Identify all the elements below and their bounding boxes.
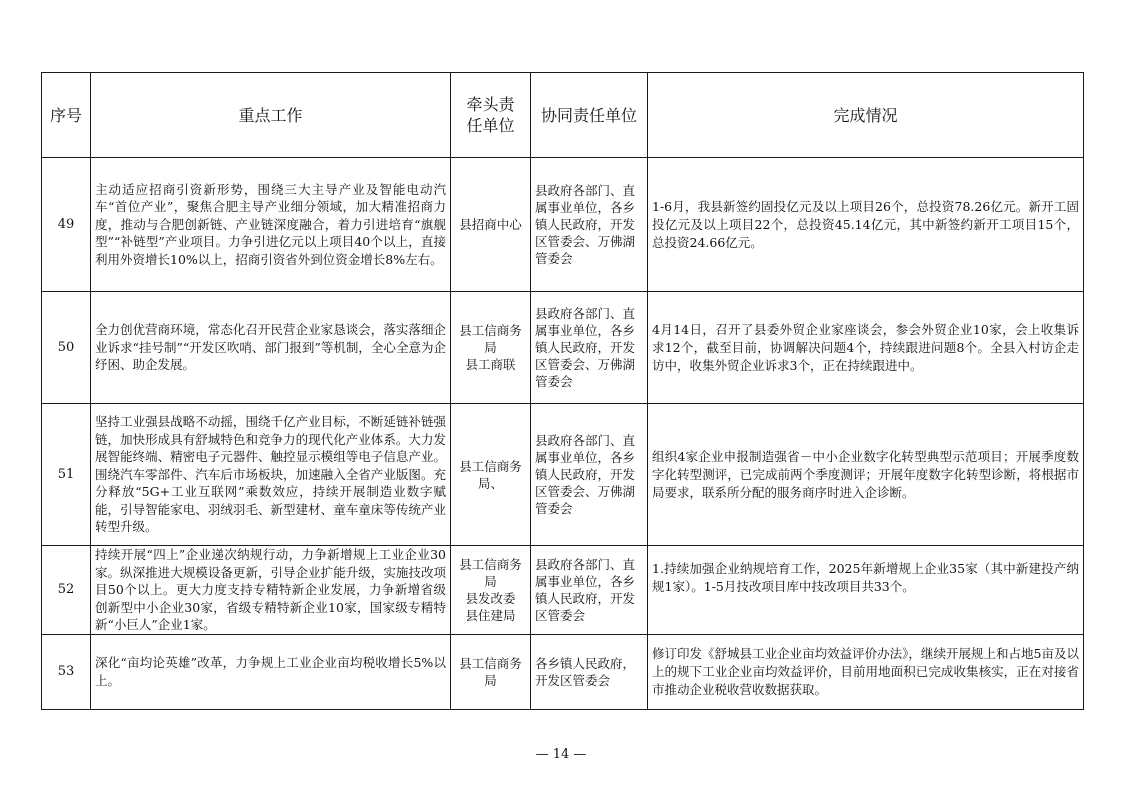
- table-header-row: [42, 73, 1084, 158]
- row-seq: 49: [42, 158, 91, 292]
- row-lead-unit: 县工信商务局 县工商联: [451, 292, 531, 404]
- table-row: [42, 634, 1084, 709]
- table-row: [42, 404, 1084, 546]
- row-completion: 1-6月，我县新签约固投亿元及以上项目26个，总投资78.26亿元。新开工固投亿元及以上项目22个，总投资45.14亿元，其中新签约新开工项目15个，总投资24.66亿元。: [648, 158, 1084, 292]
- row-lead-unit: 县工信商务局、: [451, 404, 531, 546]
- row-key-work: 主动适应招商引资新形势，围绕三大主导产业及智能电动汽车“首位产业”，聚焦合肥主导产业细分领域，加大精准招商力度，推动与合肥创新链、产业链深度融合，着力引进培育“旗舰型”“补链型”产业项目。力争引进亿元以上项目40个以上，直接利用外资增长10%以上，招商引资省外到位资金增长8%左右。: [91, 158, 451, 292]
- row-key-work: 深化“亩均论英雄”改革，力争规上工业企业亩均税收增长5%以上。: [91, 634, 451, 709]
- row-key-work: 全力创优营商环境，常态化召开民营企业家恳谈会，落实落细企业诉求“挂号制”“开发区吹哨、部门报到”等机制，全心全意为企纾困、助企发展。: [91, 292, 451, 404]
- table-row: [42, 158, 1084, 292]
- row-lead-unit: 县工信商务局: [451, 634, 531, 709]
- table-row: [42, 292, 1084, 404]
- header-seq: 序号: [42, 73, 91, 158]
- row-coop-unit: 县政府各部门、直属事业单位，各乡镇人民政府，开发区管委会: [531, 546, 648, 635]
- row-seq: 51: [42, 404, 91, 546]
- header-lead-unit: 牵头责任单位: [451, 73, 531, 158]
- row-seq: 52: [42, 546, 91, 635]
- row-lead-unit: 县招商中心: [451, 158, 531, 292]
- work-progress-table: [41, 72, 1084, 710]
- row-coop-unit: 各乡镇人民政府，开发区管委会: [531, 634, 648, 709]
- table-row: [42, 546, 1084, 635]
- row-coop-unit: 县政府各部门、直属事业单位，各乡镇人民政府，开发区管委会、万佛湖管委会: [531, 158, 648, 292]
- row-coop-unit: 县政府各部门、直属事业单位，各乡镇人民政府，开发区管委会、万佛湖管委会: [531, 292, 648, 404]
- row-coop-unit: 县政府各部门、直属事业单位，各乡镇人民政府，开发区管委会、万佛湖管委会: [531, 404, 648, 546]
- row-seq: 53: [42, 634, 91, 709]
- row-key-work: 坚持工业强县战略不动摇，围绕千亿产业目标，不断延链补链强链，加快形成具有舒城特色和竞争力的现代化产业体系。大力发展智能终端、精密电子元器件、触控显示模组等电子信息产业。围绕汽车零部件、汽车后市场板块，加速融入全省产业版图。充分释放“5G+工业互联网”乘数效应，持续开展制造业数字赋能，引导智能家电、羽绒羽毛、新型建材、童车童床等传统产业转型升级。: [91, 404, 451, 546]
- header-completion: 完成情况: [648, 73, 1084, 158]
- row-lead-unit: 县工信商务局 县发改委 县住建局: [451, 546, 531, 635]
- row-completion: 4月14日，召开了县委外贸企业家座谈会，参会外贸企业10家，会上收集诉求12个，截至目前，协调解决问题4个，持续跟进问题8个。全县入村访企走访中，收集外贸企业诉求3个，正在持续跟进中。: [648, 292, 1084, 404]
- row-seq: 50: [42, 292, 91, 404]
- row-completion: 修订印发《舒城县工业企业亩均效益评价办法》，继续开展规上和占地5亩及以上的规下工业企业亩均效益评价，目前用地面积已完成收集核实，正在对接省市推动企业税收营收数据获取。: [648, 634, 1084, 709]
- header-coop-unit: 协同责任单位: [531, 73, 648, 158]
- page-number: — 14 —: [535, 747, 587, 762]
- row-key-work: 持续开展“四上”企业递次纳规行动，力争新增规上工业企业30家。纵深推进大规模设备更新，引导企业扩能升级，实施技改项目50个以上。更大力度支持专精特新企业发展，力争新增省级创新型中小企业30家，省级专精特新企业10家，国家级专精特新“小巨人”企业1家。: [91, 546, 451, 635]
- row-completion: 组织4家企业申报制造强省－中小企业数字化转型典型示范项目；开展季度数字化转型测评，已完成前两个季度测评；开展年度数字化转型诊断，将根据市局要求，联系所分配的服务商序时进入企诊断。: [648, 404, 1084, 546]
- header-key-work: 重点工作: [91, 73, 451, 158]
- row-completion: 1.持续加强企业纳规培育工作，2025年新增规上企业35家（其中新建投产纳规1家）。1-5月技改项目库中技改项目共33个。: [648, 546, 1084, 635]
